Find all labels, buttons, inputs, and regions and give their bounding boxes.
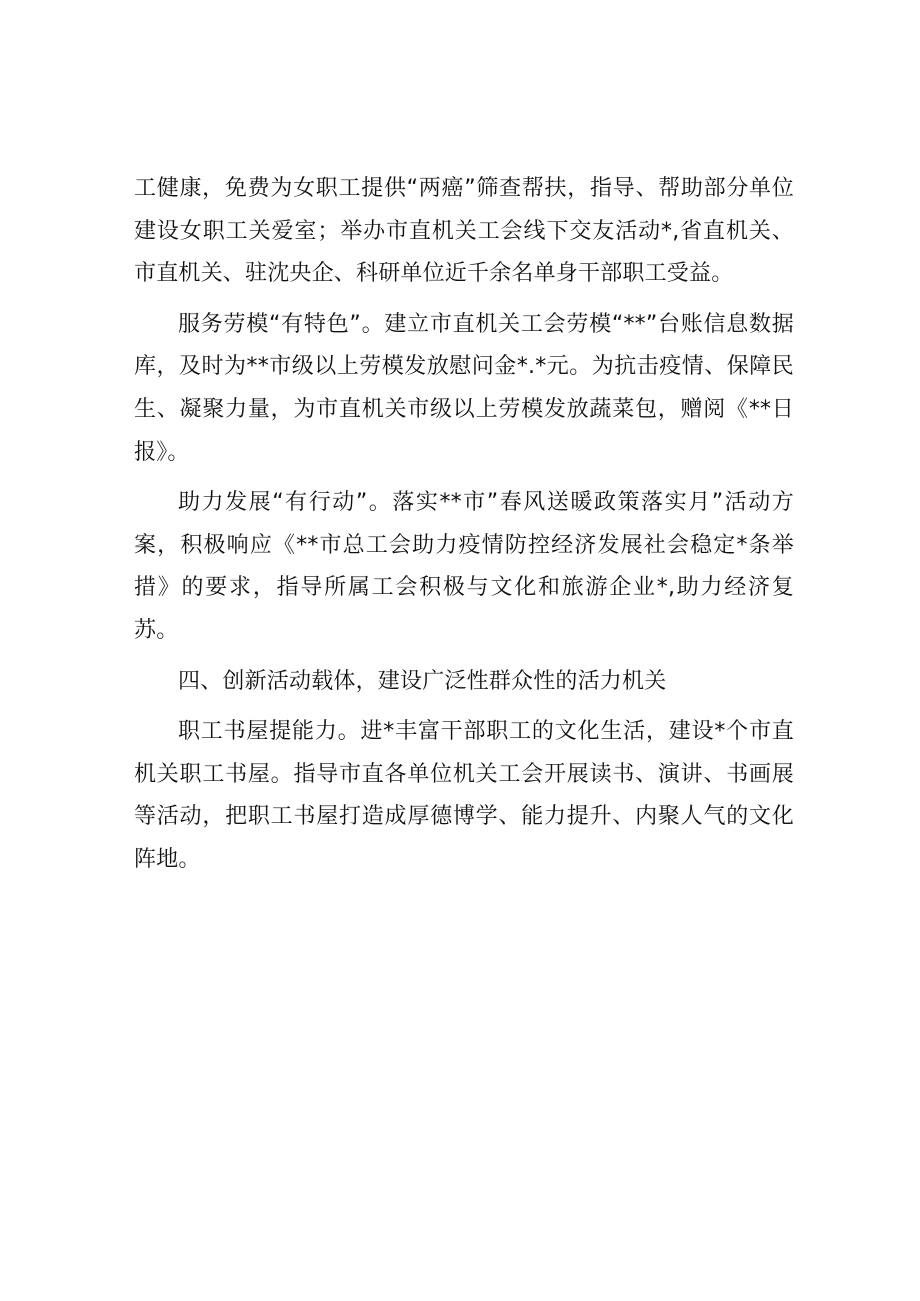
paragraph-workers-bookhouse: 职工书屋提能力。进*丰富干部职工的文化生活，建设*个市直机关职工书屋。指导市直各单位机关工会开展读书、演讲、书画展等活动，把职工书屋打造成厚德博学、能力提升、内聚人气的文化阵地。 xyxy=(134,719,794,872)
paragraph-women-workers-health: 工健康，免费为女职工提供“两癌”筛查帮扶，指导、帮助部分单位建设女职工关爱室；举办市直机关工会线下交友活动*,省直机关、市直机关、驻沈央企、科研单位近千余名单身干部职工受益。 xyxy=(134,176,794,287)
section-heading-four: 四、创新活动载体，建设广泛性群众性的活力机关 xyxy=(178,668,667,694)
document-body xyxy=(134,168,794,890)
paragraph-development-action: 助力发展“有行动”。落实**市”春风送暖政策落实月”活动方案，积极响应《**市总工会助力疫情防控经济发展社会稳定*条举措》的要求，指导所属工会积极与文化和旅游企业*,助力经济复苏。 xyxy=(134,490,794,643)
paragraph-model-workers-service: 服务劳模“有特色”。建立市直机关工会劳模“**”台账信息数据库，及时为**市级以上劳模发放慰问金*.*元。为抗击疫情、保障民生、凝聚力量，为市直机关市级以上劳模发放蔬菜包，赠阅《**日报》。 xyxy=(134,311,794,465)
